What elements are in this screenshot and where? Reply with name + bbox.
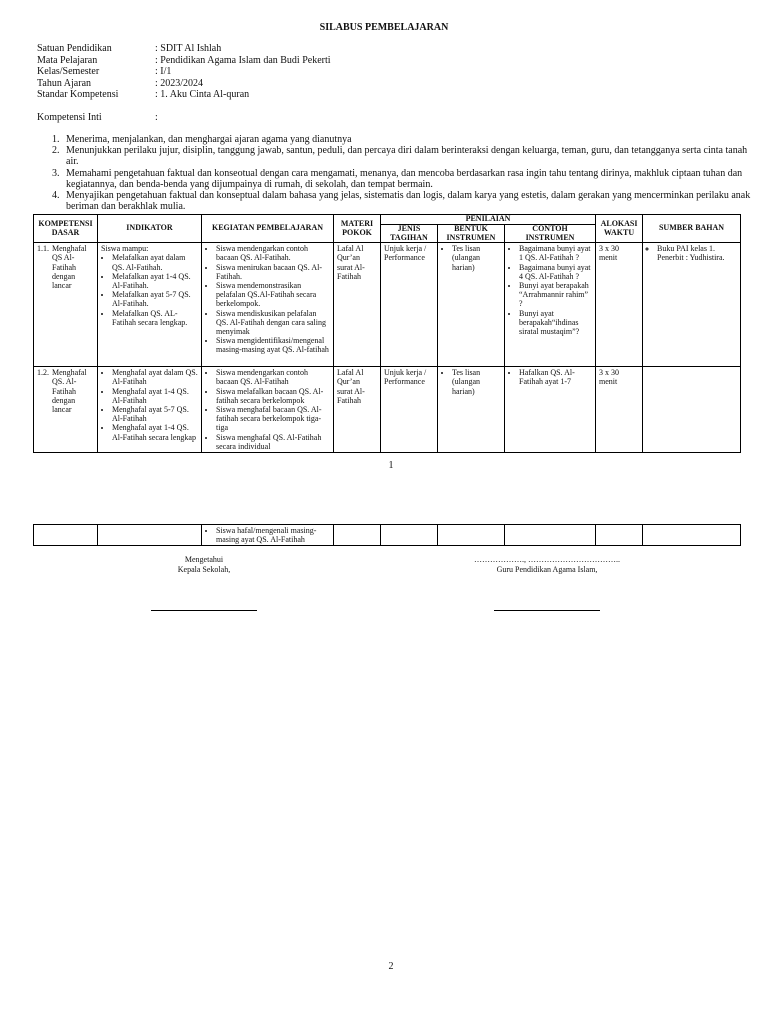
list-item: • Siswa mendengarkan contoh bacaan QS. Al-Fatihah bbox=[216, 368, 330, 386]
header-contoh: CONTOH INSTRUMEN bbox=[505, 225, 596, 243]
list-item bbox=[52, 134, 752, 145]
list-item: • Menghafal ayat 5-7 QS. Al-Fatihah bbox=[112, 405, 198, 423]
list-item: • Menghafal ayat dalam QS. Al-Fatihah bbox=[112, 368, 198, 386]
meta-row bbox=[37, 66, 331, 78]
syllabus-table bbox=[33, 214, 741, 453]
signature-line bbox=[494, 610, 600, 611]
ki-text: Menyajikan pengetahuan faktual dan konseptual dalam bahasa yang jelas, sistematis dan logis, dalam karya yang estetis, dalam gerakan yang mencerminkan perilaku anak beriman dan berakhlak mulia. bbox=[66, 190, 751, 213]
cell-jenis bbox=[381, 525, 438, 546]
kd-text: Menghafal QS. Al-Fatihah dengan lancar bbox=[52, 368, 87, 414]
header-materi: MATERI POKOK bbox=[334, 215, 381, 243]
list-item: • Hafalkan QS. Al-Fatihah ayat 1-7 bbox=[519, 368, 592, 386]
meta-value: : SDIT Al Ishlah bbox=[155, 43, 222, 54]
header-indikator: INDIKATOR bbox=[98, 215, 202, 243]
ki-label: Kompetensi Inti bbox=[37, 112, 102, 123]
document-title: SILABUS PEMBELAJARAN bbox=[319, 22, 449, 33]
meta-row bbox=[37, 43, 331, 55]
list-item: • Menghafal ayat 1-4 QS. Al-Fatihah bbox=[112, 387, 198, 405]
cell-alokasi bbox=[596, 525, 643, 546]
header-kegiatan: KEGIATAN PEMBELAJARAN bbox=[202, 215, 334, 243]
meta-value: : I/1 bbox=[155, 66, 172, 77]
cell-kegiatan bbox=[202, 367, 334, 453]
list-item bbox=[52, 145, 752, 167]
meta-row bbox=[37, 89, 331, 101]
page-number: 1 bbox=[388, 460, 394, 471]
header-alokasi: ALOKASI WAKTU bbox=[596, 215, 643, 243]
cell-contoh bbox=[505, 243, 596, 367]
list-item: • Siswa mendemonstrasikan pelafalan QS.Al-Fatihah secara berkelompok. bbox=[216, 281, 330, 309]
cell-kd bbox=[34, 367, 98, 453]
cell-materi bbox=[334, 525, 381, 546]
list-item bbox=[52, 168, 752, 190]
header-bentuk: BENTUK INSTRUMEN bbox=[438, 225, 505, 243]
cell-sumber bbox=[643, 525, 741, 546]
list-item: • Melafalkan ayat dalam QS. Al-Fatihah. bbox=[112, 253, 198, 271]
list-item bbox=[52, 190, 752, 212]
cell-alokasi: 3 x 30 menit bbox=[596, 243, 643, 367]
meta-label: Tahun Ajaran bbox=[37, 77, 92, 89]
kd-text: Menghafal QS Al-Fatihah dengan lancar bbox=[52, 244, 87, 290]
cell-kegiatan bbox=[202, 525, 334, 546]
table-row bbox=[34, 525, 741, 546]
cell-kegiatan bbox=[202, 243, 334, 367]
cell-kd bbox=[34, 243, 98, 367]
cell-sumber bbox=[643, 367, 741, 453]
cell-indikator bbox=[98, 525, 202, 546]
header-jenis: JENIS TAGIHAN bbox=[381, 225, 438, 243]
ki-number: 3. bbox=[52, 167, 60, 179]
cell-materi: Lafal Al Qur’an surat Al-Fatihah bbox=[334, 243, 381, 367]
cell-sumber bbox=[643, 243, 741, 367]
list-item: • Bagaimana bunyi ayat 4 QS. Al-Fatihah ? bbox=[519, 263, 592, 281]
cell-jenis: Unjuk kerja / Performance bbox=[381, 243, 438, 367]
page-number: 2 bbox=[388, 961, 394, 972]
list-item: • Siswa melafalkan bacaan QS. Al-fatihah secara berkelompok bbox=[216, 387, 330, 405]
ki-number: 1. bbox=[52, 134, 60, 145]
kd-number: 1.2. bbox=[37, 368, 49, 378]
list-item: • Siswa menghafal QS. Al-Fatihah secara individual bbox=[216, 433, 330, 451]
kompetensi-inti-heading bbox=[37, 112, 158, 123]
sig-title: Kepala Sekolah, bbox=[177, 565, 231, 574]
meta-row bbox=[37, 78, 331, 90]
ki-text: Menunjukkan perilaku jujur, disiplin, tanggung jawab, santun, peduli, dan percaya diri dalam berinteraksi dengan keluarga, teman, guru, dan tetangganya serta cinta tanah air. bbox=[66, 145, 748, 168]
meta-label: Standar Kompetensi bbox=[37, 89, 119, 100]
cell-kd bbox=[34, 525, 98, 546]
cell-contoh bbox=[505, 525, 596, 546]
list-item: • Siswa mendiskusikan pelafalan QS. Al-Fatihah dengan cara saling menyimak bbox=[216, 309, 330, 337]
meta-label: Mata Pelajaran bbox=[37, 54, 98, 66]
list-item: • Siswa hafal/mengenali masing-masing ayat QS. Al-Fatihah bbox=[216, 526, 330, 544]
sig-caption: Mengetahui bbox=[184, 555, 224, 564]
meta-value: : Pendidikan Agama Islam dan Budi Pekerti bbox=[155, 54, 331, 66]
list-item: • Tes lisan (ulangan harian) bbox=[452, 368, 501, 396]
cell-indikator bbox=[98, 367, 202, 453]
list-item: • Menghafal ayat 1-4 QS. Al-Fatihah secara lengkap bbox=[112, 423, 198, 441]
kd-number: 1.1. bbox=[37, 244, 49, 254]
cell-jenis: Unjuk kerja / Performance bbox=[381, 367, 438, 453]
list-item: • Bunyi ayat berapakah“ihdinas siratal mustaqim”? bbox=[519, 309, 592, 337]
header-sumber: SUMBER BAHAN bbox=[643, 215, 741, 243]
cell-materi: Lafal Al Qur’an surat Al-Fatihah bbox=[334, 367, 381, 453]
header-kompetensi-dasar: KOMPETENSI DASAR bbox=[34, 215, 98, 243]
meta-row bbox=[37, 55, 331, 67]
ki-number: 4. bbox=[52, 190, 60, 202]
signature-line bbox=[151, 610, 257, 611]
cell-bentuk bbox=[438, 525, 505, 546]
list-item: • Bagaimana bunyi ayat 1 QS. Al-Fatihah ? bbox=[519, 244, 592, 262]
cell-contoh bbox=[505, 367, 596, 453]
meta-label: Kelas/Semester bbox=[37, 66, 100, 77]
list-item: • Melafalkan ayat 5-7 QS. Al-Fatihah. bbox=[112, 290, 198, 308]
kompetensi-inti-list bbox=[52, 134, 752, 212]
signature-teacher bbox=[452, 555, 642, 575]
meta-label: Satuan Pendidikan bbox=[37, 43, 112, 54]
sig-date-place: ………………., …………………………….. bbox=[474, 555, 620, 564]
header-penilaian: PENILAIAN bbox=[381, 215, 596, 225]
identity-block bbox=[37, 43, 331, 101]
sig-title: Guru Pendidikan Agama Islam, bbox=[496, 565, 598, 574]
cell-bentuk bbox=[438, 367, 505, 453]
list-item: • Siswa menirukan bacaan QS. Al-Fatihah. bbox=[216, 263, 330, 281]
table-row bbox=[34, 243, 741, 367]
signature-headmaster bbox=[134, 555, 274, 575]
cell-bentuk bbox=[438, 243, 505, 367]
ki-text: Memahami pengetahuan faktual dan konseotual dengan cara mengamati, menanya, dan mencoba berdasarkan rasa ingin tahu tentang dirinya, makhluk ciptaan tuhan dan kegiatannya, dan benda-benda yang dijumpainya di rumah, di sekolah, dan tempat bermain. bbox=[66, 167, 743, 190]
table-row bbox=[34, 367, 741, 453]
ki-number: 2. bbox=[52, 145, 60, 157]
indikator-intro: Siswa mampu: bbox=[101, 244, 149, 254]
ki-colon: : bbox=[155, 112, 158, 123]
meta-value: : 2023/2024 bbox=[155, 77, 204, 89]
list-item: • Melafalkan ayat 1-4 QS. Al-Fatihah. bbox=[112, 272, 198, 290]
cell-indikator bbox=[98, 243, 202, 367]
list-item: • Melafalkan QS. AL-Fatihah secara lengkap. bbox=[112, 309, 198, 327]
list-item: • Siswa mendengarkan contoh bacaan QS. Al-Fatihah. bbox=[216, 244, 330, 262]
list-item: • Siswa menghafal bacaan QS. Al-fatihah secara berkelompok tiga-tiga bbox=[216, 405, 330, 433]
cell-alokasi: 3 x 30 menit bbox=[596, 367, 643, 453]
list-item: • Tes lisan (ulangan harian) bbox=[452, 244, 501, 272]
list-item: • Siswa mengidentifikasi/mengenal masing-masing ayat QS. Al-fatihah bbox=[216, 336, 330, 354]
syllabus-table-continued bbox=[33, 524, 741, 546]
meta-value: : 1. Aku Cinta Al-quran bbox=[155, 89, 250, 100]
list-item: • Bunyi ayat berapakah “Arrahmannir rahim” ? bbox=[519, 281, 592, 309]
list-item: ◦ Buku PAI kelas 1. Penerbit : Yudhistira. bbox=[657, 244, 737, 262]
ki-text: Menerima, menjalankan, dan menghargai ajaran agama yang dianutnya bbox=[66, 134, 352, 145]
